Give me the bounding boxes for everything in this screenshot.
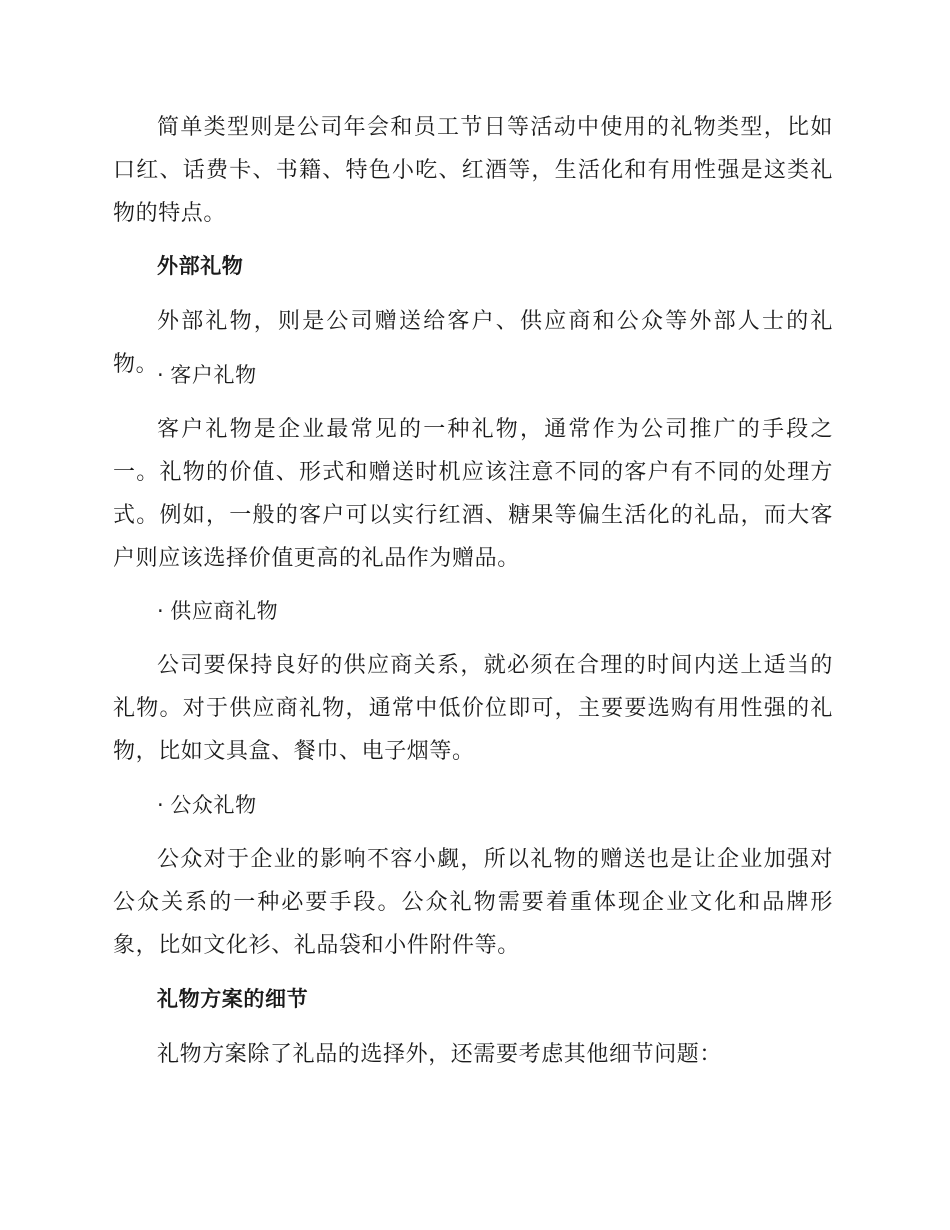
bullet-public-gifts-label: 公众礼物 [170,793,257,817]
paragraph-public-gifts: 公众对于企业的影响不容小觑，所以礼物的赠送也是让企业加强对公众关系的一种必要手段。公众礼物需要着重体现企业文化和品牌形象，比如文化衫、礼品袋和小件附件等。 [113,847,833,958]
bullet-client-gifts [157,354,877,397]
bullet-marker: · [157,599,165,623]
bullet-client-gifts-label: 客户礼物 [170,363,257,387]
paragraph-client-gifts: 客户礼物是企业最常见的一种礼物，通常作为公司推广的手段之一。礼物的价值、形式和赠送时机应该注意不同的客户有不同的处理方式。例如，一般的客户可以实行红酒、糖果等偏生活化的礼品，而大客户则应该选择价值更高的礼品作为赠品。 [113,417,833,571]
paragraph-gift-plan-details: 礼物方案除了礼品的选择外，还需要考虑其他细节问题： [157,1042,723,1067]
bullet-supplier-gifts [157,590,877,633]
heading-gift-plan-details: 礼物方案的细节 [157,987,309,1011]
paragraph-external-gifts: 外部礼物，则是公司赠送给客户、供应商和公众等外部人士的礼物。 [113,309,833,377]
heading-external-gifts: 外部礼物 [157,254,244,278]
paragraph-supplier-gifts: 公司要保持良好的供应商关系，就必须在合理的时间内送上适当的礼物。对于供应商礼物，通常中低价位即可，主要要选购有用性强的礼物，比如文具盒、餐巾、电子烟等。 [113,653,833,764]
bullet-public-gifts [157,784,877,827]
bullet-marker: · [157,363,165,387]
bullet-supplier-gifts-label: 供应商礼物 [170,599,279,623]
bullet-marker: · [157,793,165,817]
paragraph-simple-gifts: 简单类型则是公司年会和员工节日等活动中使用的礼物类型，比如口红、话费卡、书籍、特色小吃、红酒等，生活化和有用性强是这类礼物的特点。 [113,115,833,226]
